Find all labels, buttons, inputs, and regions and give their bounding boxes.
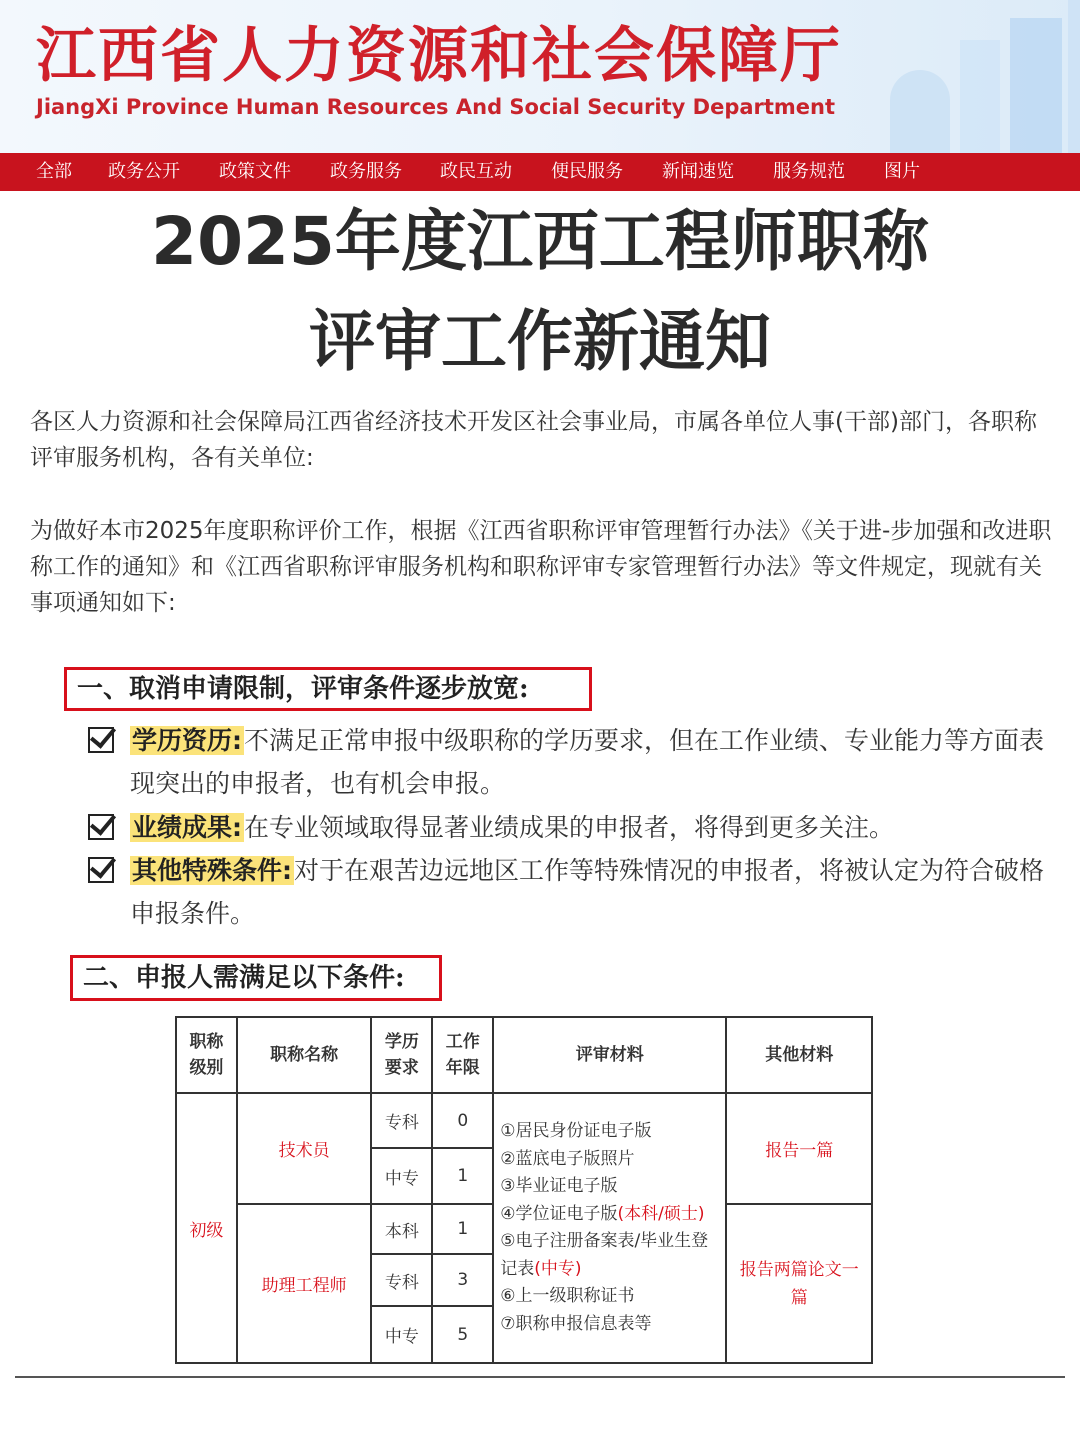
checkbox-checked-icon xyxy=(88,727,114,753)
cell-materials xyxy=(493,1093,726,1363)
cell-other-technician: 报告一篇 xyxy=(726,1093,872,1204)
header-other: 其他材料 xyxy=(726,1017,872,1093)
cell-education: 专科 xyxy=(371,1254,432,1306)
nav-item-interaction[interactable]: 政民互动 xyxy=(440,161,512,182)
purpose-paragraph: 为做好本市2025年度职称评价工作，根据《江西省职称评审管理暂行办法》《关于进-步加强和改进职称工作的通知》和《江西省职称评审服务机构和职称评审专家管理暂行办法》等文件规定，现就有关事项通知如下: xyxy=(30,518,1052,616)
document-title-line1: 2025年度江西工程师职称 xyxy=(151,203,929,280)
material-item: ④学位证电子版(本科/硕士) xyxy=(500,1203,705,1224)
checkbox-checked-icon xyxy=(88,814,114,840)
nav-item-gov-affairs[interactable]: 政务公开 xyxy=(108,161,180,182)
section1-heading: 一、取消申请限制，评审条件逐步放宽: xyxy=(64,667,592,711)
cell-other-assistant-engineer: 报告两篇论文一篇 xyxy=(726,1204,872,1363)
condition-text: 在专业领域取得显著业绩成果的申报者，将得到更多关注。 xyxy=(244,813,895,842)
nav-item-services[interactable]: 政务服务 xyxy=(330,161,402,182)
cell-years: 1 xyxy=(432,1204,493,1254)
document-title-line2: 评审工作新通知 xyxy=(309,303,771,380)
cell-title-technician: 技术员 xyxy=(237,1093,372,1204)
banner-decoration xyxy=(1010,18,1062,153)
site-title: 江西省人力资源和社会保障厅 xyxy=(36,21,842,91)
banner-decoration xyxy=(890,70,950,153)
material-item: ⑤电子注册备案表/毕业生登记表(中专) xyxy=(500,1231,709,1279)
checkbox-checked-icon xyxy=(88,857,114,883)
header-materials: 评审材料 xyxy=(493,1017,726,1093)
condition-label: 其他特殊条件: xyxy=(132,856,292,885)
material-item: ①居民身份证电子版 xyxy=(500,1121,652,1141)
requirements-table xyxy=(175,1016,873,1364)
nav-item-all[interactable]: 全部 xyxy=(36,161,72,182)
header-years: 工作年限 xyxy=(432,1017,493,1093)
header-education: 学历要求 xyxy=(371,1017,432,1093)
cell-education: 专科 xyxy=(371,1093,432,1148)
main-nav xyxy=(0,153,1080,191)
cell-title-assistant-engineer: 助理工程师 xyxy=(237,1204,372,1363)
condition-item xyxy=(88,806,1058,849)
cell-years: 0 xyxy=(432,1093,493,1148)
banner-decoration xyxy=(960,40,1000,153)
condition-label: 业绩成果: xyxy=(132,813,242,842)
cell-years: 3 xyxy=(432,1254,493,1306)
intro-paragraph: 各区人力资源和社会保障局江西省经济技术开发区社会事业局，市属各单位人事(干部)部门，各职称评审服务机构，各有关单位: xyxy=(30,409,1037,471)
cell-education: 中专 xyxy=(371,1306,432,1363)
material-item: ③毕业证电子版 xyxy=(500,1176,618,1196)
condition-label: 学历资历: xyxy=(132,726,242,755)
header-level: 职称级别 xyxy=(176,1017,237,1093)
condition-text: 对于在艰苦边远地区工作等特殊情况的申报者，将被认定为符合破格申报条件。 xyxy=(130,856,1045,928)
nav-item-images[interactable]: 图片 xyxy=(884,161,920,182)
condition-item xyxy=(88,849,1058,935)
site-subtitle: JiangXi Province Human Resources And Social Security Department xyxy=(36,95,836,119)
material-note: (本科/硕士) xyxy=(617,1203,705,1224)
cell-education: 本科 xyxy=(371,1204,432,1254)
nav-item-news[interactable]: 新闻速览 xyxy=(662,161,734,182)
material-item: ⑥上一级职称证书 xyxy=(500,1286,635,1306)
cell-years: 5 xyxy=(432,1306,493,1363)
condition-text: 不满足正常申报中级职称的学历要求，但在工作业绩、专业能力等方面表现突出的申报者，也有机会申报。 xyxy=(130,726,1045,798)
nav-item-policy[interactable]: 政策文件 xyxy=(219,161,291,182)
nav-item-standards[interactable]: 服务规范 xyxy=(773,161,845,182)
cell-years: 1 xyxy=(432,1148,493,1204)
section2-heading: 二、申报人需满足以下条件: xyxy=(70,955,442,1001)
cell-education: 中专 xyxy=(371,1148,432,1204)
material-note: (中专) xyxy=(534,1258,582,1279)
bottom-divider xyxy=(15,1376,1065,1378)
nav-item-convenience[interactable]: 便民服务 xyxy=(551,161,623,182)
banner-decoration xyxy=(1068,0,1080,153)
header-banner xyxy=(0,0,1080,153)
material-item: ⑦职称申报信息表等 xyxy=(500,1313,652,1334)
condition-item xyxy=(88,719,1058,805)
material-item: ②蓝底电子版照片 xyxy=(500,1148,635,1169)
cell-level: 初级 xyxy=(176,1093,237,1363)
header-title-name: 职称名称 xyxy=(237,1017,372,1093)
